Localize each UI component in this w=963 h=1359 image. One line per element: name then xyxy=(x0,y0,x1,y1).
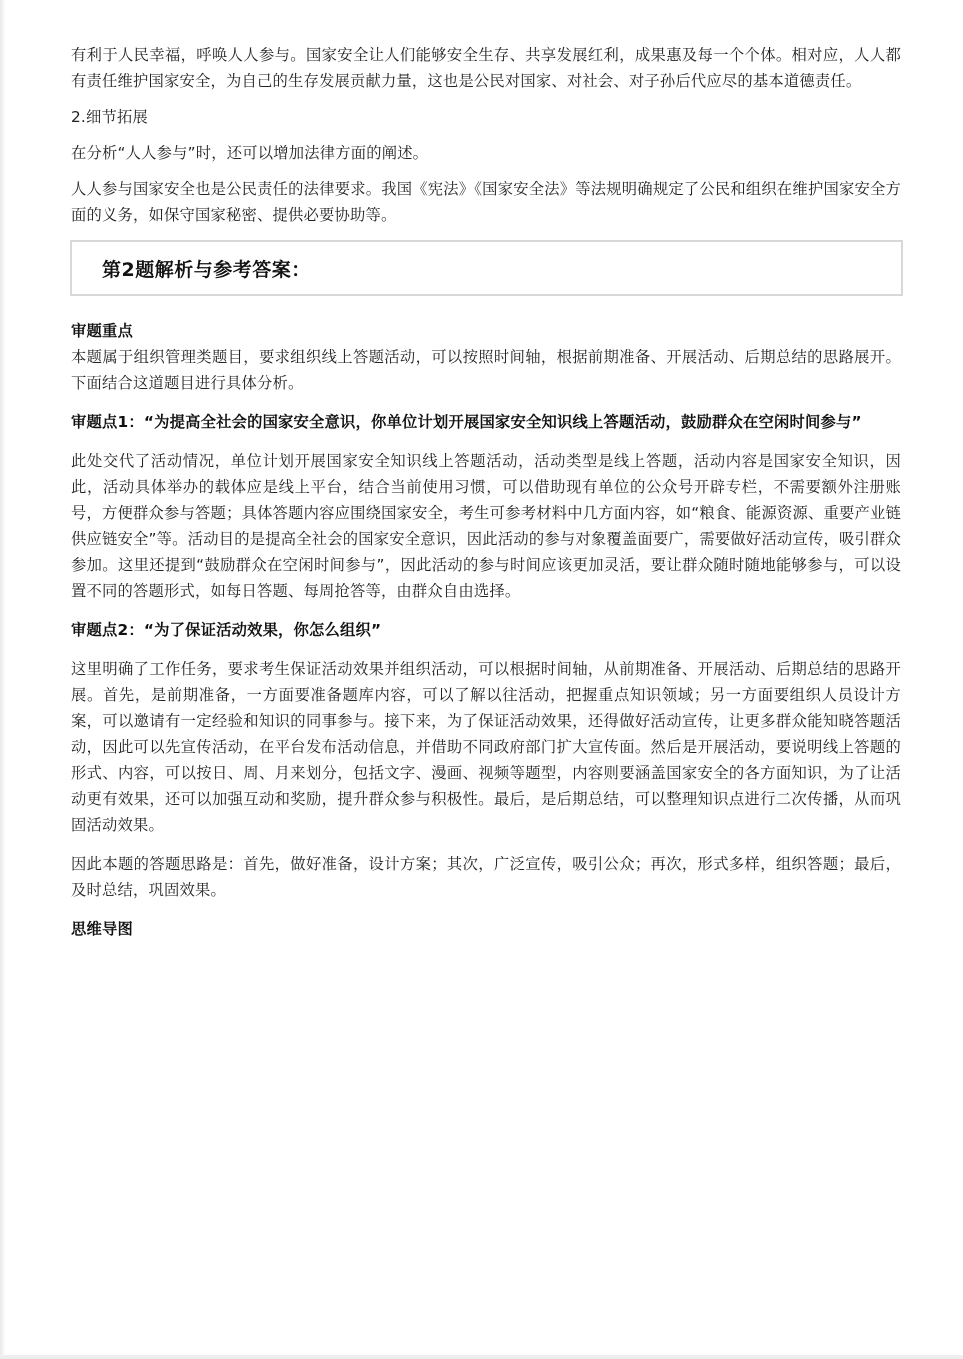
law-requirement-paragraph: 人人参与国家安全也是公民责任的法律要求。我国《宪法》《国家安全法》等法规明确规定了公民和组织在维护国家安全方面的义务，如保守国家秘密、提供必要协助等。 xyxy=(71,180,901,224)
point1-heading: 审题点1：“为提高全社会的国家安全意识，你单位计划开展国家安全知识线上答题活动，鼓励群众在空闲时间参与” xyxy=(71,413,862,431)
focus-paragraph: 本题属于组织管理类题目，要求组织线上答题活动，可以按照时间轴，根据前期准备、开展活动、后期总结的思路展开。下面结合这道题目进行具体分析。 xyxy=(71,348,901,392)
focus-heading: 审题重点 xyxy=(71,322,133,340)
law-note-paragraph: 在分析“人人参与”时，还可以增加法律方面的阐述。 xyxy=(71,144,429,162)
point2-paragraph: 这里明确了工作任务，要求考生保证活动效果并组织活动，可以根据时间轴，从前期准备、开展活动、后期总结的思路开展。首先，是前期准备，一方面要准备题库内容，可以了解以往活动，把握重点知识领域；另一方面要组织人员设计方案，可以邀请有一定经验和知识的同事参与。接下来，为了保证活动效果，还得做好活动宣传，让更多群众能知晓答题活动，因此可以先宣传活动，在平台发布活动信息，并借助不同政府部门扩大宣传面。然后是开展活动，要说明线上答题的形式、内容，可以按日、周、月来划分，包括文字、漫画、视频等题型，内容则要涵盖国家安全的各方面知识，为了让活动更有效果，还可以加强互动和奖励，提升群众参与积极性。最后，是后期总结，可以整理知识点进行二次传播，从而巩固活动效果。 xyxy=(71,660,901,834)
section-title: 第2题解析与参考答案： xyxy=(102,258,311,281)
point1-paragraph: 此处交代了活动情况，单位计划开展国家安全知识线上答题活动，活动类型是线上答题，活动内容是国家安全知识，因此，活动具体举办的载体应是线上平台，结合当前使用习惯，可以借助现有单位的公众号开辟专栏，不需要额外注册账号，方便群众参与答题；具体答题内容应围绕国家安全，考生可参考材料中几方面内容，如“粮食、能源资源、重要产业链供应链安全”等。活动目的是提高全社会的国家安全意识，因此活动的参与对象覆盖面要广，需要做好活动宣传，吸引群众参加。这里还提到“鼓励群众在空闲时间参与”，因此活动的参与时间应该更加灵活，要让群众随时随地能够参与，可以设置不同的答题形式，如每日答题、每周抢答等，由群众自由选择。 xyxy=(71,452,901,600)
section-title-box xyxy=(70,240,903,296)
point2-heading: 审题点2：“为了保证活动效果，你怎么组织” xyxy=(71,621,382,639)
intro-paragraph: 有利于人民幸福，呼唤人人参与。国家安全让人们能够安全生存、共享发展红利，成果惠及每一个个体。相对应，人人都有责任维护国家安全，为自己的生存发展贡献力量，这也是公民对国家、对社会、对子孙后代应尽的基本道德责任。 xyxy=(71,46,901,90)
summary-paragraph: 因此本题的答题思路是：首先，做好准备，设计方案；其次，广泛宣传，吸引公众；再次，形式多样，组织答题；最后，及时总结，巩固效果。 xyxy=(71,855,901,899)
page-bottom-edge xyxy=(0,1355,963,1359)
detail-expansion-heading: 2.细节拓展 xyxy=(71,108,148,126)
mindmap-heading: 思维导图 xyxy=(71,920,133,938)
